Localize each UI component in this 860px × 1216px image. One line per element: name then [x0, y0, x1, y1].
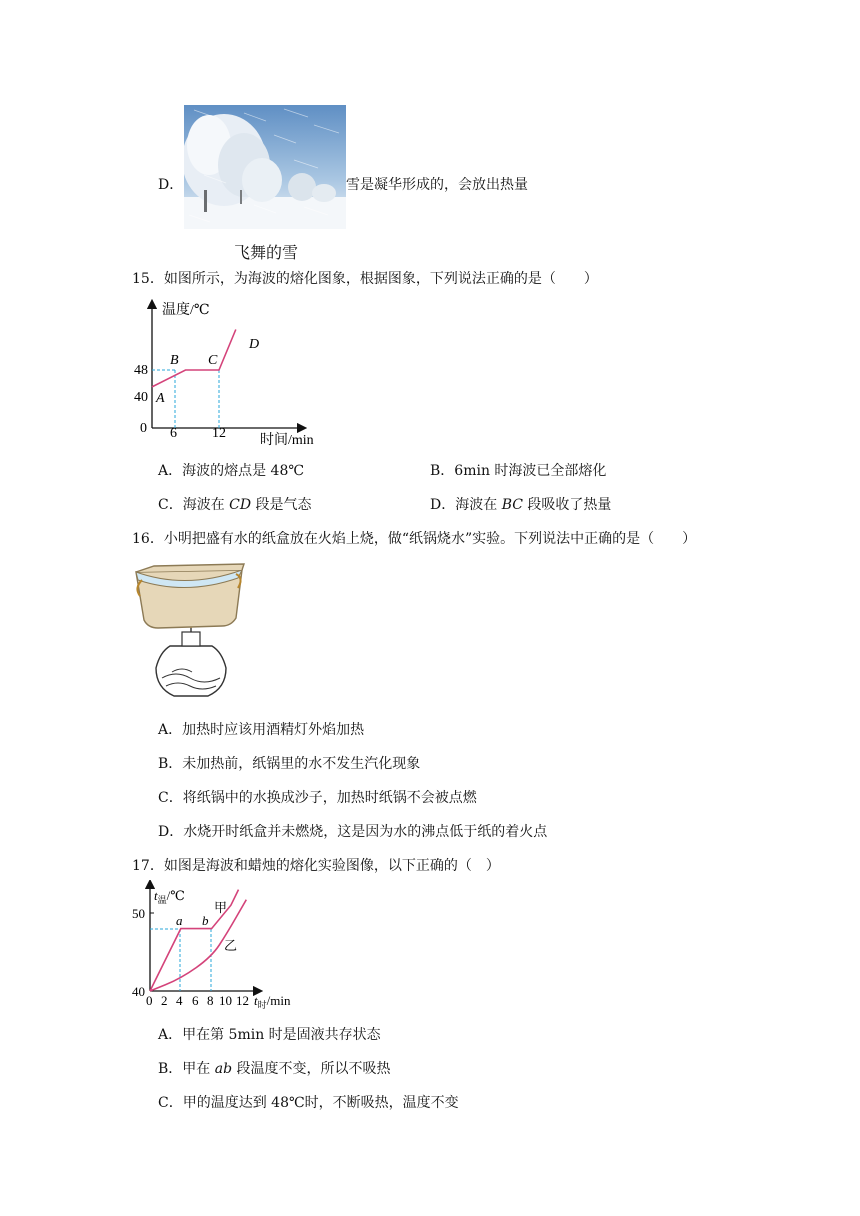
point-a: A	[156, 391, 165, 406]
q15-option-c[interactable]	[158, 496, 312, 514]
y-axis-label: 温度/℃	[162, 303, 210, 318]
melting-curve	[152, 330, 236, 387]
x-tick-6: 6	[192, 993, 199, 1008]
snow-image	[184, 105, 346, 229]
y-tick-48: 48	[134, 363, 148, 378]
series-jia-label: 甲	[214, 900, 228, 915]
point-c: C	[208, 353, 218, 368]
q15-option-b[interactable]: B．6min 时海波已全部熔化	[430, 463, 607, 479]
y-axis-label: $t_温/℃$	[154, 888, 185, 905]
q16-option-d[interactable]: D．水烧开时纸盒并未燃烧，这是因为水的沸点低于纸的着火点	[158, 824, 548, 840]
y-tick-50: 50	[132, 906, 145, 921]
question-17-stem: 17．如图是海波和蜡烛的熔化实验图像，以下正确的（ ）	[132, 858, 500, 874]
q16-option-b[interactable]: B．未加热前，纸锅里的水不发生汽化现象	[158, 756, 421, 772]
melting-chart-17	[130, 880, 330, 1010]
y-tick-40: 40	[134, 390, 148, 405]
option-d-label: D．	[158, 177, 184, 193]
melting-chart-15	[130, 294, 330, 450]
x-tick-12: 12	[212, 426, 226, 441]
q15-option-d[interactable]	[430, 496, 611, 514]
point-d: D	[249, 337, 260, 352]
x-tick-0: 0	[146, 993, 153, 1008]
x-axis-label: $t_时/\min$	[254, 993, 291, 1010]
q16-option-c[interactable]: C．将纸锅中的水换成沙子，加热时纸锅不会被点燃	[158, 790, 477, 806]
point-b: B	[170, 353, 179, 368]
q17-option-c[interactable]: C．甲的温度达到 48℃时，不断吸热，温度不变	[158, 1095, 459, 1111]
option-d-text: 雪是凝华形成的，会放出热量	[346, 177, 528, 193]
q17-option-b-pre: B．甲在	[158, 1061, 215, 1077]
y-tick-0: 0	[140, 421, 147, 436]
x-tick-12: 12	[236, 993, 249, 1008]
q15-option-c-post: 段是气态	[251, 497, 312, 513]
question-16-stem: 16．小明把盛有水的纸盒放在火焰上烧，做“纸锅烧水”实验。下列说法中正确的是（ ）	[132, 531, 697, 547]
image-caption: 飞舞的雪	[234, 243, 299, 262]
q17-option-a[interactable]: A．甲在第 5min 时是固液共存状态	[158, 1027, 381, 1043]
q15-option-a[interactable]: A．海波的熔点是 48℃	[158, 463, 305, 479]
paper-pot-illustration	[126, 560, 256, 706]
x-tick-2: 2	[161, 993, 168, 1008]
q17-option-b-post: 段温度不变，所以不吸热	[232, 1061, 391, 1077]
series-yi-label: 乙	[224, 938, 238, 953]
point-b: b	[202, 913, 209, 928]
q15-option-c-em: CD	[229, 497, 252, 513]
q17-option-b-em: ab	[214, 1061, 233, 1077]
question-15-stem: 15．如图所示，为海波的熔化图象，根据图象，下列说法正确的是（ ）	[132, 271, 598, 287]
q15-option-d-pre: D．海波在	[430, 497, 502, 513]
q15-option-d-em: BC	[501, 497, 523, 513]
q15-option-d-post: 段吸收了热量	[522, 497, 612, 513]
point-a: a	[176, 913, 183, 928]
y-tick-40: 40	[132, 984, 145, 999]
q17-option-b[interactable]	[158, 1060, 391, 1078]
x-tick-6: 6	[170, 426, 177, 441]
x-axis-label: 时间/min	[260, 433, 314, 448]
q15-option-c-pre: C．海波在	[158, 497, 230, 513]
x-tick-8: 8	[207, 993, 214, 1008]
x-tick-10: 10	[219, 993, 232, 1008]
q16-option-a[interactable]: A．加热时应该用酒精灯外焰加热	[158, 722, 365, 738]
x-tick-4: 4	[176, 993, 183, 1008]
